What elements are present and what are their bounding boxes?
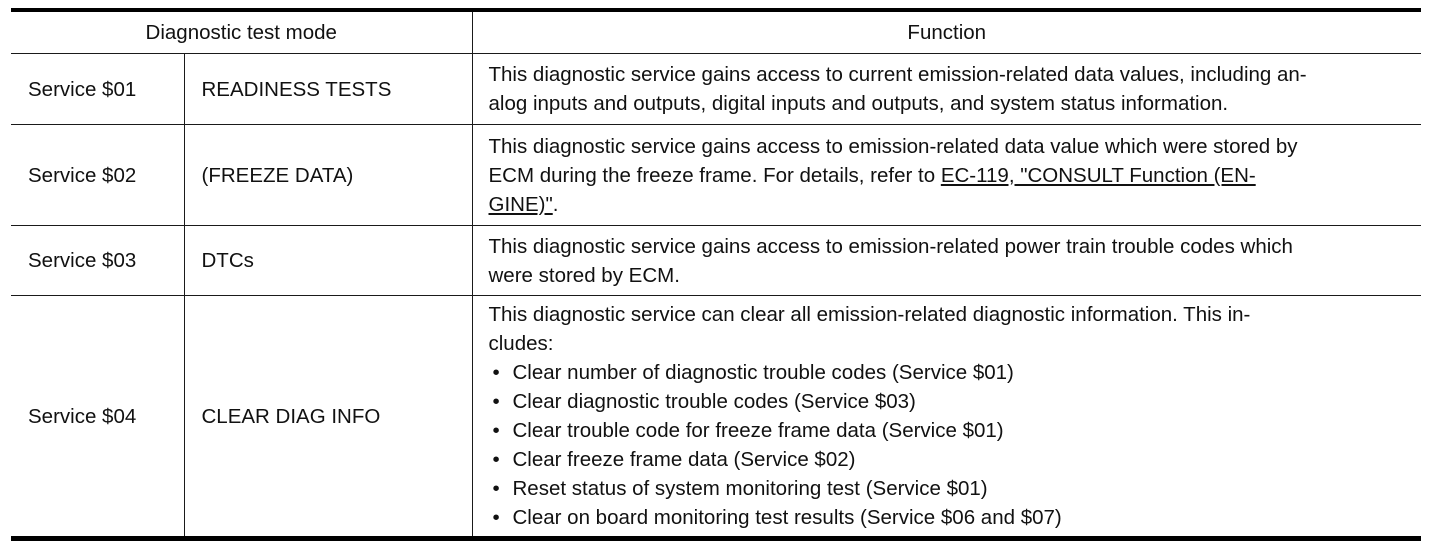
mode-cell: CLEAR DIAG INFO — [184, 296, 472, 539]
function-line: alog inputs and outputs, digital inputs and outputs, and system status information. — [488, 92, 1229, 115]
mode-cell: (FREEZE DATA) — [184, 125, 472, 226]
list-item: • Clear diagnostic trouble codes (Service $03) — [489, 387, 1414, 416]
table-row — [11, 125, 1421, 226]
list-item: • Clear number of diagnostic trouble codes (Service $01) — [489, 358, 1414, 387]
function-line: This diagnostic service gains access to current emission-related data values, including an- — [488, 63, 1307, 86]
service-cell: Service $02 — [11, 125, 184, 226]
function-cell — [472, 54, 1421, 125]
ec-119-reference-link[interactable]: EC-119, "CONSULT Function (EN- — [940, 163, 1256, 187]
mode-cell: DTCs — [184, 226, 472, 296]
table-row — [11, 54, 1421, 125]
bullet-list — [489, 358, 1414, 532]
function-line — [489, 190, 1414, 219]
function-text: . — [552, 192, 559, 216]
header-function: Function — [472, 10, 1421, 54]
service-cell: Service $03 — [11, 226, 184, 296]
function-line — [489, 161, 1414, 190]
table-row — [11, 226, 1421, 296]
function-line: This diagnostic service can clear all emission-related diagnostic information. This in- — [488, 303, 1251, 326]
function-line: cludes: — [488, 332, 554, 355]
function-line: This diagnostic service gains access to emission-related data value which were stored by — [488, 134, 1298, 158]
list-item: • Clear freeze frame data (Service $02) — [489, 445, 1414, 474]
function-line: were stored by ECM. — [488, 263, 680, 287]
ec-119-reference-link-continued[interactable]: GINE)" — [488, 192, 553, 216]
diagnostic-mode-table — [11, 8, 1421, 541]
mode-cell: READINESS TESTS — [184, 54, 472, 125]
table-row — [11, 296, 1421, 539]
function-text: ECM during the freeze frame. For details, refer to — [488, 163, 941, 187]
list-item: • Clear on board monitoring test results (Service $06 and $07) — [489, 503, 1414, 532]
list-item: • Reset status of system monitoring test (Service $01) — [489, 474, 1414, 503]
function-cell — [472, 296, 1421, 539]
function-cell — [472, 226, 1421, 296]
function-cell — [472, 125, 1421, 226]
service-cell: Service $01 — [11, 54, 184, 125]
header-row — [11, 10, 1421, 54]
function-line: This diagnostic service gains access to emission-related power train trouble codes which — [488, 234, 1293, 258]
list-item: • Clear trouble code for freeze frame data (Service $01) — [489, 416, 1414, 445]
header-mode: Diagnostic test mode — [11, 10, 472, 54]
service-cell: Service $04 — [11, 296, 184, 539]
